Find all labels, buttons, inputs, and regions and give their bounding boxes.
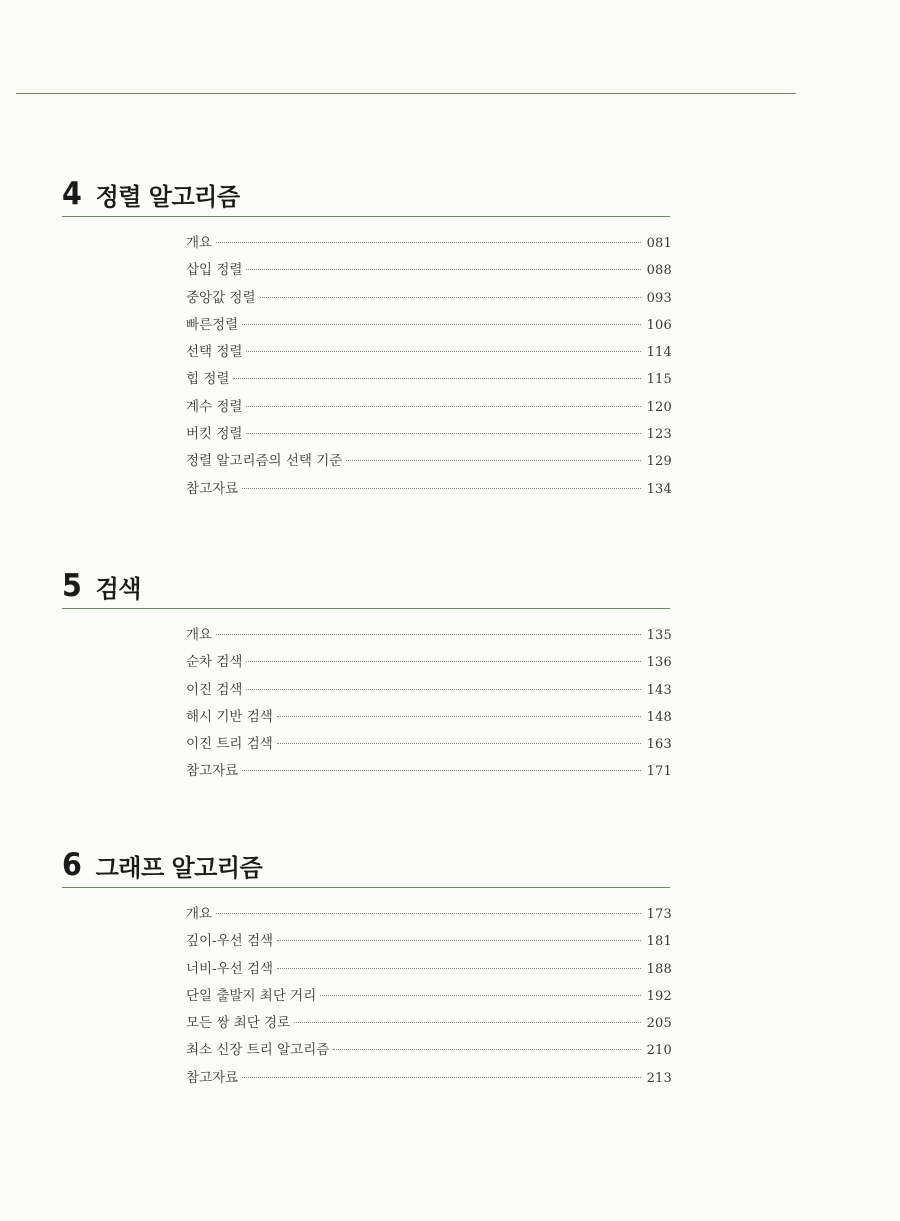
toc-entry-title: 참고자료 [186,480,239,497]
chapter-title: 정렬 알고리즘 [95,183,240,211]
toc-entry-title: 이진 트리 검색 [186,736,273,753]
dot-leader [246,269,640,270]
toc-entry[interactable] [186,257,672,284]
chapter-title: 검색 [95,575,141,603]
chapter-heading [62,170,240,210]
toc-entry[interactable] [186,956,672,983]
toc-entry[interactable] [186,677,672,704]
dot-leader [216,913,640,914]
dot-leader [246,689,640,690]
toc-entry[interactable] [186,476,672,503]
toc-entry[interactable] [186,366,672,393]
toc-list [186,622,672,786]
dot-leader [246,433,640,434]
toc-entry-page: 136 [646,655,672,671]
toc-entry-page: 135 [646,628,672,643]
toc-entry[interactable] [186,649,672,676]
toc-list [186,230,672,503]
toc-entry-title: 힙 정렬 [186,371,230,388]
toc-entry-title: 깊이-우선 검색 [186,933,274,950]
toc-entry-page: 143 [646,682,672,698]
toc-entry[interactable] [186,901,672,928]
toc-entry[interactable] [186,394,672,421]
dot-leader [216,242,640,243]
toc-entry[interactable] [186,312,672,339]
toc-entry-title: 개요 [186,906,213,922]
toc-entry-title: 순차 검색 [186,654,243,671]
dot-leader [277,716,641,717]
dot-leader [246,406,640,407]
toc-entry[interactable] [186,758,672,785]
toc-entry[interactable] [186,1037,672,1064]
dot-leader [294,1022,640,1023]
toc-entry-title: 중앙값 정렬 [186,289,256,306]
toc-entry-page: 106 [646,317,672,333]
chapter-rule [62,608,670,609]
chapter-title: 그래프 알고리즘 [95,854,263,882]
toc-entry-title: 참고자료 [186,1069,239,1086]
chapter-number: 5 [62,568,82,604]
toc-entry-title: 해시 기반 검색 [186,708,273,725]
toc-entry-title: 개요 [186,627,213,643]
toc-entry-page: 205 [646,1016,672,1032]
toc-entry-title: 이진 검색 [186,681,243,698]
chapter-rule [62,887,670,888]
dot-leader [242,770,640,771]
chapter-rule [62,216,670,217]
toc-entry[interactable] [186,230,672,257]
toc-entry-title: 계수 정렬 [186,398,243,415]
toc-entry[interactable] [186,1065,672,1092]
dot-leader [320,995,640,996]
toc-entry-title: 삽입 정렬 [186,262,243,279]
dot-leader [277,940,640,941]
toc-entry-page: 114 [646,345,672,361]
toc-entry-title: 정렬 알고리즘의 선택 기준 [186,453,343,470]
toc-entry-page: 163 [646,737,672,753]
toc-entry[interactable] [186,704,672,731]
toc-entry[interactable] [186,928,672,955]
dot-leader [277,743,641,744]
toc-entry-page: 188 [646,961,672,977]
toc-entry-title: 버킷 정렬 [186,426,243,443]
dot-leader [277,968,640,969]
toc-entry-title: 단일 출발지 최단 거리 [186,987,317,1004]
toc-entry-page: 173 [646,907,672,922]
toc-entry[interactable] [186,421,672,448]
dot-leader [242,488,640,489]
toc-entry[interactable] [186,339,672,366]
dot-leader [242,324,640,325]
toc-entry[interactable] [186,1010,672,1037]
toc-entry-title: 선택 정렬 [186,344,243,361]
dot-leader [216,634,640,635]
toc-entry[interactable] [186,285,672,312]
toc-entry-title: 빠른정렬 [186,316,239,333]
chapter-heading [62,562,141,602]
toc-entry[interactable] [186,622,672,649]
toc-entry-page: 210 [646,1043,672,1059]
toc-entry-title: 개요 [186,235,213,251]
toc-entry[interactable] [186,448,672,475]
toc-entry-page: 093 [646,290,672,306]
dot-leader [242,1077,640,1078]
dot-leader [260,297,641,298]
chapter-number: 4 [62,176,82,212]
toc-entry-page: 148 [646,709,672,725]
toc-entry-page: 181 [646,934,672,950]
toc-entry-page: 129 [646,454,672,470]
toc-entry-page: 115 [646,372,672,388]
toc-list [186,901,672,1092]
toc-entry-page: 081 [646,236,672,251]
toc-entry[interactable] [186,983,672,1010]
toc-entry-title: 최소 신장 트리 알고리즘 [186,1042,330,1059]
toc-entry-title: 너비-우선 검색 [186,960,274,977]
toc-entry-page: 171 [646,764,672,780]
toc-entry-page: 088 [646,263,672,279]
toc-entry-page: 213 [646,1070,672,1086]
toc-entry-page: 192 [646,988,672,1004]
toc-entry-page: 123 [646,427,672,443]
toc-entry-title: 모든 쌍 최단 경로 [186,1015,291,1032]
toc-entry-page: 134 [646,481,672,497]
chapter-number: 6 [62,847,82,883]
toc-entry[interactable] [186,731,672,758]
dot-leader [346,460,640,461]
toc-entry-title: 참고자료 [186,763,239,780]
dot-leader [333,1049,640,1050]
dot-leader [233,378,640,379]
dot-leader [246,351,640,352]
toc-entry-page: 120 [646,399,672,415]
page-top-rule [16,93,796,94]
dot-leader [246,661,640,662]
chapter-heading [62,841,262,881]
